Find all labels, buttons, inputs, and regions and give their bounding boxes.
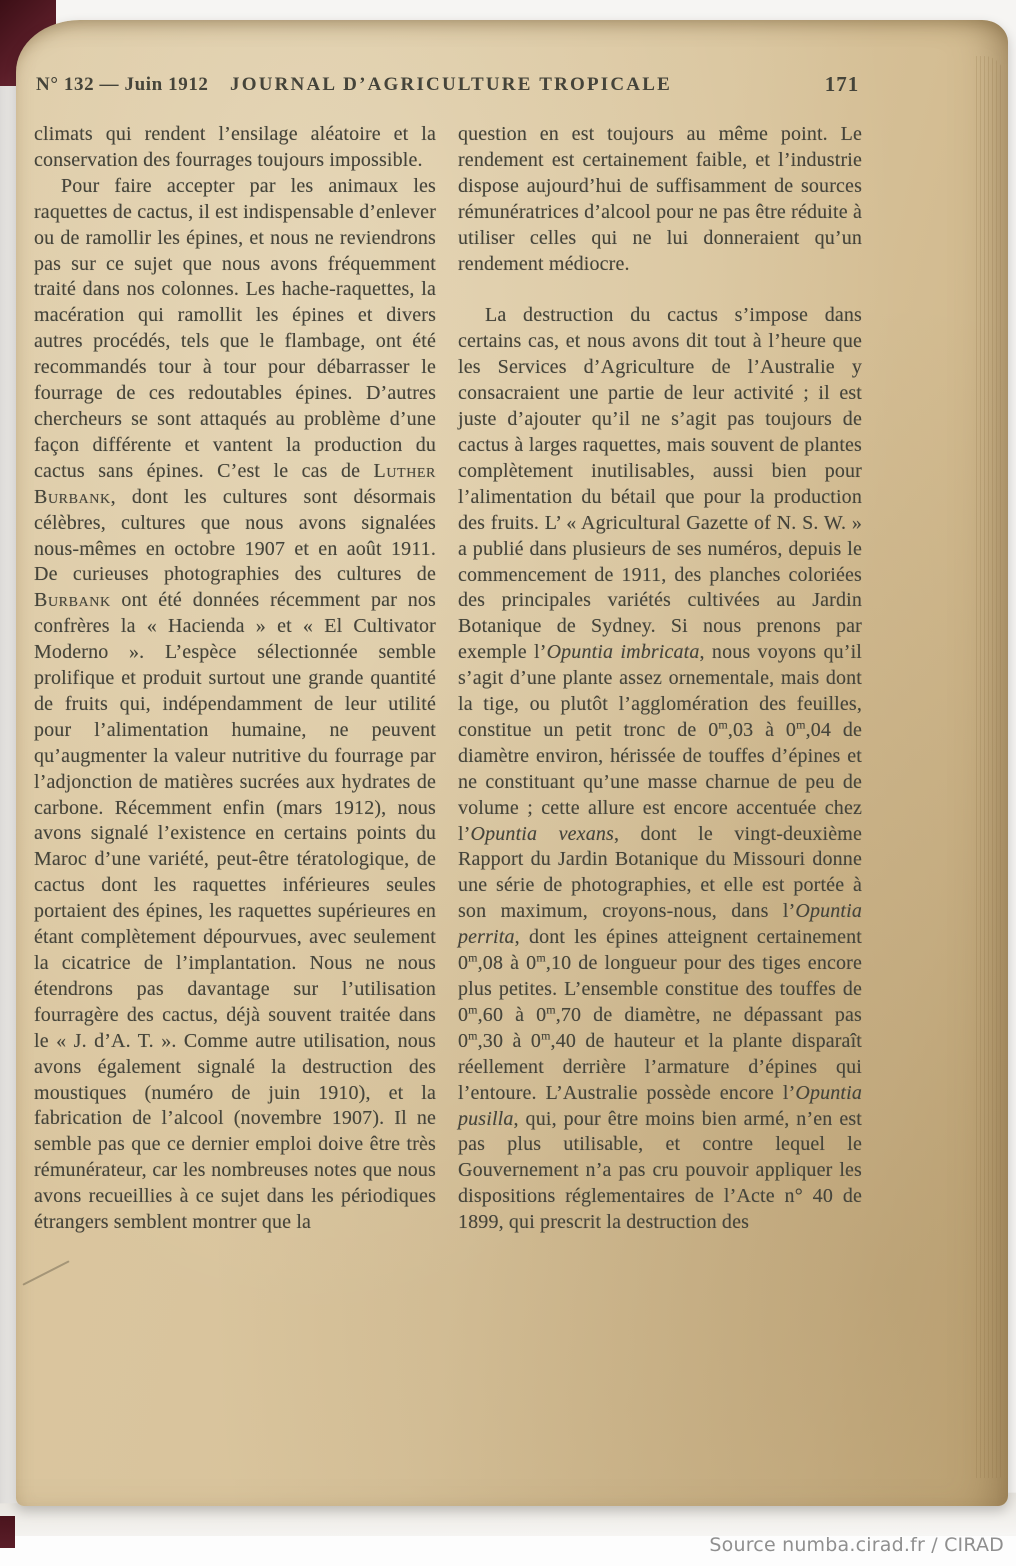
right-column <box>458 122 862 1236</box>
source-attribution: Source numba.cirad.fr / CIRAD <box>709 1534 1004 1556</box>
paragraph: climats qui rendent l’ensilage aléatoire et la conservation des fourrages toujours impossible. <box>34 123 436 171</box>
page-header <box>16 20 1008 100</box>
page-number: 171 <box>824 72 860 96</box>
paragraph: La destruction du cactus s’impose dans certains cas, et nous avons dit tout à l’heure que les Services d’Agriculture de l’Australie y consacraient une partie de leur activité ; il est juste d’ajouter qu’il ne s’agit pas toujours de cactus à larges raquettes, mais souvent de plantes complètement inutilisables, aussi bien pour l’alimentation du bétail que pour la production des fruits. L’ « Agricultural Gazette of N. S. W. » a publié dans plusieurs de ses numéros, depuis le commencement de 1911, des planches coloriées des principales variétés cultivées au Jardin Botanique de Sydney. Si nous prenons par exemple l’Opuntia imbricata, nous voyons qu’il s’agit d’une plante assez ornementale, mais dont la tige, ou plutôt l’agglomération des feuilles, constitue un petit tronc de 0$^m$,03 à 0$^m$,04 de diamètre environ, hérissée de touffes d’épines et ne constituant qu’une masse charnue de peu de volume ; cette allure est encore accentuée chez l’Opuntia vexans, dont le vingt-deuxième Rapport du Jardin Botanique du Missouri donne une série de photographies, et elle est portée à son maximum, croyons-nous, dans l’Opuntia perrita, dont les épines atteignent certainement 0$^m$,08 à 0$^m$,10 de longueur pour des tiges encore plus petites. L’ensemble constitue des touffes de 0$^m$,60 à 0$^m$,70 de diamètre, ne dépassant pas 0$^m$,30 à 0$^m$,40 de hauteur et la plante disparaît réellement derrière l’armature d’épines qui l’entoure. L’Australie possède encore l’Opuntia pusilla, qui, pour être moins bien armé, n’en est pas plus utilisable, et contre lequel le Gouvernement n’a pas cru pouvoir appliquer les dispositions réglementaires de l’Acte n° 40 de 1899, qui prescrit la destruction des <box>458 304 863 1234</box>
book-cover-corner-bottom <box>0 1516 15 1548</box>
scanned-page <box>16 20 1008 1506</box>
paragraph: Pour faire accepter par les animaux les raquettes de cactus, il est indispensable d’enlever ou de ramollir les épines, et nous ne reviendrons pas sur ce sujet que nous avons fréquemment traité dans nos colonnes. Les hache-raquettes, la macération qui ramollit les épines et divers autres procédés, tels que le flambage, ont été recommandés tour à tour pour débarrasser le fourrage de ces redoutables épines. D’autres chercheurs se sont attaqués au problème d’une façon différente et vantent la production du cactus sans épines. C’est le cas de Luther Burbank, dont les cultures sont désormais célèbres, cultures que nous avons signalées nous-mêmes en octobre 1907 et en août 1911. De curieuses photographies des cultures de Burbank ont été données récemment par nos confrères la « Hacienda » et « El Cultivator Moderno ». L’espèce sélectionnée semble prolifique et produit surtout une grande quantité de fruits qui, indépendamment de leur utilité pour l’alimentation humaine, ne peuvent qu’augmenter la valeur nutritive du fourrage par l’adjonction de matières sucrées aux hydrates de carbone. Récemment enfin (mars 1912), nous avons signalé l’existence en certains points du Maroc d’une variété, peut-être tératologique, de cactus dont les raquettes inférieures seules portaient des épines, les raquettes supérieures en étant complètement dépourvues, avec seulement la cicatrice de l’implantation. Nous ne nous étendrons pas davantage sur l’utilisation fourragère des cactus, déjà souvent traitée dans le « J. d’A. T. ». Comme autre utilisation, nous avons également signalé la destruction des moustiques (numéro de juin 1910), et la fabrication de l’alcool (novembre 1907). Il ne semble pas que ce dernier emploi doive être très rémunérateur, car les nombreuses notes que nous avons recueillies à ce sujet dans les périodiques étrangers semblent montrer que la <box>34 174 436 1234</box>
issue-label: N° 132 — Juin 1912 <box>36 74 209 95</box>
paragraph: question en est toujours au même point. Le rendement est certainement faible, et l’industrie dispose aujourd’hui de suffisamment de sources rémunératrices d’alcool pour ne pas être réduite à utiliser celles qui ne lui donneraient qu’un rendement médiocre. <box>458 123 862 275</box>
page-edge-striations <box>976 56 1004 1478</box>
left-column <box>34 122 436 1236</box>
margin-pencil-mark <box>22 1260 69 1285</box>
journal-title: JOURNAL D’AGRICULTURE TROPICALE <box>230 74 672 95</box>
